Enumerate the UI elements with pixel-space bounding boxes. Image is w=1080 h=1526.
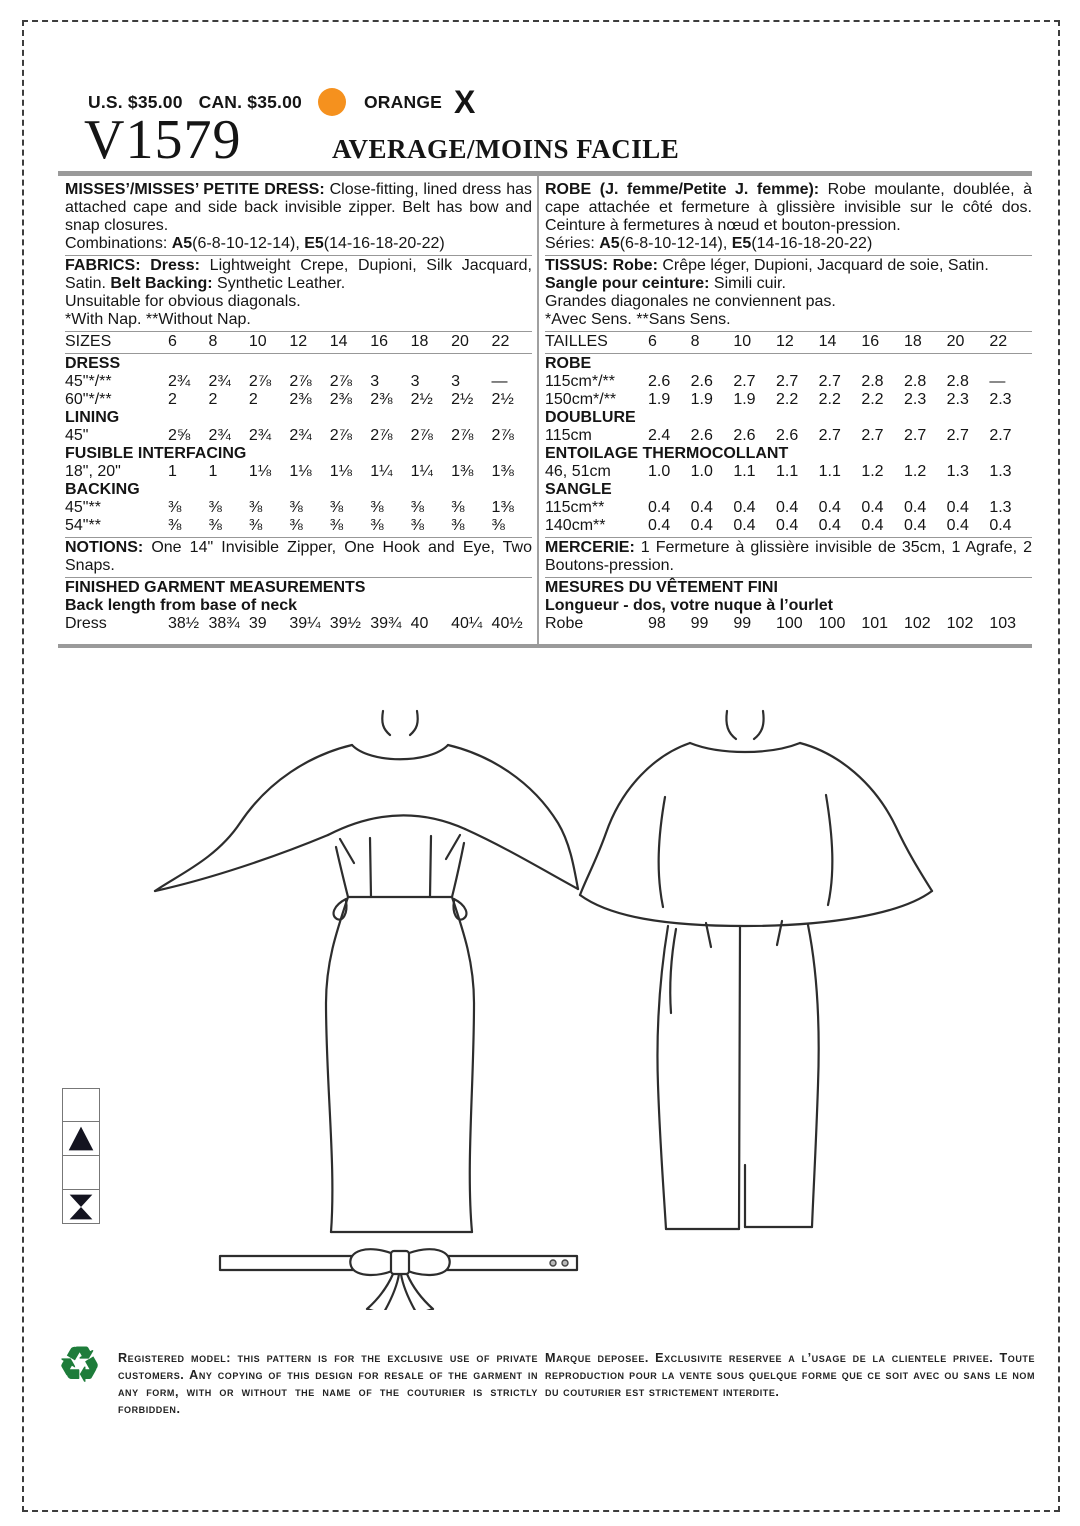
symbol-box-empty (62, 1156, 100, 1190)
tissus-paragraph (545, 257, 1032, 275)
finished-measurements-subtitle-fr: Longueur - dos, votre nuque à l’ourlet (545, 597, 834, 614)
combinations-line (65, 235, 532, 253)
table-cell: 40¼ (451, 615, 483, 632)
unsuitable-note-fr: Grandes diagonales ne conviennent pas. (545, 293, 836, 310)
combo-a: A5 (171, 235, 193, 252)
row-label: 140cm** (545, 517, 606, 534)
table-cell: 0.4 (648, 517, 671, 534)
table-cell: 2.7 (946, 427, 969, 444)
table-cell: 2.2 (776, 391, 799, 408)
table-cell: 99 (733, 615, 752, 632)
table-cell: 2¾ (289, 427, 312, 444)
combo-a: A5 (599, 235, 620, 252)
table-cell: 0.4 (946, 517, 969, 534)
legal-text-english: Registered model: this pattern is for the exclusive use of private customers. Any copying of this design for resale of the garment in any form, with or without the name of the couturier is strictly forbidden. (118, 1351, 538, 1416)
table-cell: 38¾ (208, 615, 240, 632)
table-cell: 16 (370, 333, 389, 350)
table-cell: 2⅞ (329, 427, 353, 444)
table-cell: 2½ (491, 391, 514, 408)
dress-back-line-drawing (570, 695, 970, 1245)
table-cell: 2.8 (861, 373, 884, 390)
bodice-dart-left (340, 839, 354, 863)
row-label: 45"** (65, 499, 101, 516)
table-cell: 3 (451, 373, 461, 390)
row-label: 18", 20" (65, 463, 121, 480)
table-cell: 2.2 (861, 391, 884, 408)
table-cell: 2¾ (208, 373, 231, 390)
divider-bar-top (58, 171, 1032, 176)
table-cell: 39½ (329, 615, 361, 632)
bodice-side-right (452, 843, 464, 897)
table-cell: 2½ (410, 391, 433, 408)
table-row (545, 499, 1032, 517)
row-label: 150cm*/** (545, 391, 617, 408)
table-cell: 2⅝ (168, 427, 191, 444)
table-cell: ⅜ (370, 517, 384, 534)
table-cell: 1.3 (989, 463, 1012, 480)
table-cell: 1.0 (690, 463, 713, 480)
table-cell: 2⅜ (370, 391, 393, 408)
table-cell: 18 (904, 333, 922, 350)
table-cell: 0.4 (818, 517, 841, 534)
dress-front-line-drawing (140, 695, 590, 1315)
belt-backing-label: Belt Backing: (110, 275, 218, 292)
series-prefix: Séries: (545, 235, 600, 252)
column-divider (537, 176, 539, 644)
table-header-label: SIZES (65, 333, 112, 350)
table-cell: 10 (733, 333, 752, 350)
table-section-label: FUSIBLE INTERFACING (65, 445, 247, 462)
table-cell: — (491, 373, 508, 390)
table-cell: ⅜ (168, 517, 182, 534)
orange-color-dot-icon (318, 88, 346, 116)
finished-measurements-title-fr: MESURES DU VÊTEMENT FINI (545, 579, 778, 596)
table-row (545, 615, 1032, 633)
triangle-symbol-icon (62, 1122, 100, 1156)
table-cell: 2.7 (904, 427, 927, 444)
cape-back-hem (580, 891, 932, 926)
price-us: U.S. $35.00 (88, 91, 183, 112)
table-cell: 101 (861, 615, 889, 632)
table-cell: 2.8 (946, 373, 969, 390)
table-cell: 2.7 (818, 373, 841, 390)
table-cell: 98 (648, 615, 666, 632)
table-cell: 39¾ (370, 615, 402, 632)
center-back-seam (739, 927, 740, 1229)
table-cell: 1.0 (648, 463, 671, 480)
finished-measurements-title: FINISHED GARMENT MEASUREMENTS (65, 579, 366, 596)
table-row (65, 615, 532, 633)
row-label: 54"** (65, 517, 101, 534)
table-cell: 2⅜ (329, 391, 353, 408)
section-rule (545, 331, 1032, 332)
figure-type-symbol-strip (62, 1088, 100, 1224)
fabrics-lead: FABRICS: Dress: (65, 257, 210, 274)
table-row (65, 427, 532, 445)
table-cell: 0.4 (690, 517, 713, 534)
table-cell: 2.6 (648, 373, 671, 390)
table-cell: 1⅜ (491, 499, 514, 516)
table-cell: 8 (690, 333, 700, 350)
table-cell: 0.4 (648, 499, 671, 516)
table-cell: 6 (168, 333, 177, 350)
table-cell: 0.4 (861, 517, 884, 534)
back-neckline (690, 743, 800, 752)
belt-snap-1 (550, 1260, 556, 1266)
table-section-label: DRESS (65, 355, 121, 372)
table-cell: 1⅛ (329, 463, 353, 480)
table-row (545, 427, 1032, 445)
table-cell: 40½ (491, 615, 523, 632)
table-row (65, 391, 532, 409)
bow-tail-left (367, 1274, 399, 1310)
table-section-label: ROBE (545, 355, 592, 372)
table-cell: 0.4 (904, 499, 927, 516)
table-header-label: TAILLES (545, 333, 608, 350)
table-cell: 2.7 (989, 427, 1012, 444)
table-cell: 2⅞ (329, 373, 353, 390)
section-rule (545, 577, 1032, 578)
table-row (65, 373, 532, 391)
pattern-number: V1579 (84, 109, 242, 171)
table-cell: 2.6 (690, 427, 713, 444)
table-cell: 12 (776, 333, 794, 350)
notions-label: NOTIONS: (65, 539, 152, 556)
table-row (545, 391, 1032, 409)
table-cell: 2⅞ (370, 427, 393, 444)
table-cell: 99 (690, 615, 709, 632)
table-cell: ⅜ (168, 499, 182, 516)
neck-left-line (726, 711, 736, 739)
table-cell: 2.7 (818, 427, 841, 444)
table-cell: 12 (289, 333, 308, 350)
table-cell: 14 (818, 333, 837, 350)
table-cell: 1.3 (989, 499, 1012, 516)
table-row (545, 373, 1032, 391)
cape-hem-right (465, 829, 578, 889)
english-column (65, 181, 532, 633)
table-cell: 2 (168, 391, 177, 408)
cape-fold-left (659, 797, 665, 907)
notions-list: One 14" Invisible Zipper, One Hook and Eye, Two Snaps. (65, 539, 532, 574)
table-cell: 2.2 (818, 391, 841, 408)
description-lead: ROBE (J. femme/Petite J. femme): (545, 181, 820, 198)
table-cell: ⅜ (410, 517, 424, 534)
bodice-dart-right (446, 835, 460, 859)
garment-description (65, 181, 532, 235)
color-code: X (454, 84, 476, 120)
table-cell: 2.7 (861, 427, 884, 444)
table-cell: 2⅞ (410, 427, 433, 444)
table-cell: ⅜ (289, 517, 303, 534)
table-cell: 1.1 (733, 463, 756, 480)
table-cell: 22 (989, 333, 1008, 350)
skirt-left-edge (326, 897, 348, 1232)
price-can: CAN. $35.00 (198, 91, 302, 112)
table-cell: 18 (410, 333, 429, 350)
section-rule (545, 537, 1032, 538)
combo-e: E5 (731, 235, 752, 252)
table-section-label: LINING (65, 409, 120, 426)
row-label: 60"*/** (65, 391, 112, 408)
table-cell: 3 (410, 373, 420, 390)
fabrics-list: Lightweight Crepe, Dupioni, Silk Jacquard, Satin. (65, 257, 533, 292)
garment-description-fr (545, 181, 1032, 235)
table-cell: 2.6 (690, 373, 713, 390)
cape-hem-left (155, 835, 328, 891)
table-cell: ⅜ (491, 517, 505, 534)
table-cell: 20 (451, 333, 469, 350)
table-cell: — (989, 373, 1006, 390)
table-row (65, 499, 532, 517)
princess-seam-right (430, 836, 431, 897)
table-cell: 2¾ (248, 427, 272, 444)
table-cell: 14 (329, 333, 348, 350)
table-cell: 0.4 (733, 517, 756, 534)
table-cell: ⅜ (451, 517, 465, 534)
nap-note-fr: *Avec Sens. **Sans Sens. (545, 311, 731, 328)
table-cell: 10 (248, 333, 267, 350)
belt-snap-2 (562, 1260, 568, 1266)
table-cell: 1.1 (776, 463, 799, 480)
section-rule (545, 255, 1032, 256)
table-cell: 2.3 (989, 391, 1012, 408)
section-rule (65, 537, 532, 538)
mercerie-list: 1 Fermeture à glissière invisible de 35cm, 1 Agrafe, 2 Boutons-pression. (545, 539, 1032, 574)
sangle-line (545, 275, 1032, 293)
table-cell: ⅜ (410, 499, 424, 516)
nap-note: *With Nap. **Without Nap. (65, 311, 251, 328)
table-cell: 1.9 (690, 391, 713, 408)
table-cell: 3 (370, 373, 380, 390)
table-cell: 100 (818, 615, 846, 632)
row-label: Robe (545, 615, 584, 632)
table-cell: 0.4 (733, 499, 756, 516)
combo-a-sizes: (6-8-10-12-14), (619, 235, 732, 252)
bow-loop-right (404, 1249, 450, 1275)
cape-outer-right (800, 743, 932, 891)
recycle-icon: ♻ (58, 1339, 102, 1392)
table-cell: 1.9 (648, 391, 671, 408)
divider-bar-bottom (58, 644, 1032, 648)
table-cell: 2.6 (776, 427, 799, 444)
table-cell: 100 (776, 615, 803, 632)
notions-paragraph (65, 539, 532, 575)
combo-e-sizes: (14-16-18-20-22) (323, 235, 445, 252)
bow-knot (391, 1251, 409, 1274)
table-cell: 2.3 (946, 391, 969, 408)
table-cell: 0.4 (776, 499, 799, 516)
table-cell: 2½ (451, 391, 474, 408)
legal-text-french: Marque deposee. Exclusivite reservee a l’usage de la clientele privee. Toute reproduction pour la vente sous quelque forme que ce soit avec ou sans le nom du couturier est strictement interdite. (545, 1351, 1035, 1399)
section-rule (65, 255, 532, 256)
table-cell: 2⅞ (289, 373, 312, 390)
french-column (545, 181, 1032, 633)
back-dart-left (706, 923, 711, 947)
bow-tail-right (401, 1274, 433, 1310)
table-cell: 2⅞ (451, 427, 474, 444)
table-cell: 1¼ (370, 463, 393, 480)
neck-right-line (410, 711, 418, 735)
table-cell: ⅜ (289, 499, 303, 516)
cape-outer-right (448, 745, 578, 889)
table-cell: 1.9 (733, 391, 756, 408)
difficulty-rating: AVERAGE/MOINS FACILE (332, 134, 680, 164)
skirt-right-edge (452, 897, 474, 1232)
table-cell: 38½ (168, 615, 200, 632)
table-cell: 2.3 (904, 391, 927, 408)
table-cell: 1 (208, 463, 218, 480)
neck-right-line (754, 711, 764, 739)
mercerie-label: MERCERIE: (545, 539, 641, 556)
table-cell: ⅜ (248, 499, 263, 516)
table-cell: 1⅜ (451, 463, 474, 480)
skirt-drape-line (670, 929, 676, 1013)
section-rule (65, 353, 532, 354)
combo-e-sizes: (14-16-18-20-22) (751, 235, 873, 252)
table-cell: 0.4 (904, 517, 927, 534)
table-cell: 22 (491, 333, 510, 350)
table-cell: 2.7 (733, 373, 756, 390)
cape-outer-left (580, 743, 690, 895)
table-row (65, 517, 532, 535)
combo-e: E5 (304, 235, 324, 252)
table-section-label: ENTOILAGE THERMOCOLLANT (545, 445, 789, 462)
table-section-label: SANGLE (545, 481, 612, 498)
description-body: Robe moulante, doublée, à cape attachée et fermeture à glissière invisible sur le côté dos. Ceinture à fermetures à nœud et bouton-pression. (545, 181, 1032, 234)
table-header-row (545, 333, 1032, 351)
row-label: 46, 51cm (545, 463, 611, 480)
table-cell: ⅜ (329, 499, 344, 516)
hourglass-symbol-icon (62, 1190, 100, 1224)
table-cell: 2.7 (776, 373, 799, 390)
table-cell: 2⅞ (248, 373, 272, 390)
table-section-label: DOUBLURE (545, 409, 636, 426)
table-cell: 0.4 (690, 499, 713, 516)
row-label: 115cm*/** (545, 373, 615, 390)
table-cell: 1 (168, 463, 177, 480)
series-line (545, 235, 1032, 253)
belt-backing-value: Synthetic Leather. (217, 275, 346, 292)
bodice-side-left (336, 847, 348, 897)
table-cell: 2¾ (168, 373, 191, 390)
table-cell: 0.4 (776, 517, 799, 534)
table-cell: 2.4 (648, 427, 671, 444)
sangle-value: Simili cuir. (713, 275, 786, 292)
table-row (545, 463, 1032, 481)
symbol-box-empty (62, 1088, 100, 1122)
sangle-label: Sangle pour ceinture: (545, 275, 714, 292)
skirt-left-edge (657, 926, 668, 1229)
section-rule (65, 331, 532, 332)
unsuitable-note: Unsuitable for obvious diagonals. (65, 293, 301, 310)
bow-loop-left (350, 1249, 396, 1275)
table-cell: 6 (648, 333, 657, 350)
description-body: Close-fitting, lined dress has attached cape and side back invisible zipper. Belt has bow and snap closures. (65, 181, 532, 234)
table-cell: 0.4 (989, 517, 1012, 534)
table-cell: 1.1 (818, 463, 841, 480)
table-cell: 40 (410, 615, 429, 632)
row-label: Dress (65, 615, 107, 632)
row-label: 45"*/** (65, 373, 112, 390)
tissus-lead: TISSUS: Robe: (545, 257, 663, 274)
table-cell: ⅜ (329, 517, 344, 534)
table-cell: 1⅛ (289, 463, 312, 480)
color-name: ORANGE (364, 91, 443, 112)
row-label: 115cm (545, 427, 592, 444)
table-cell: 102 (946, 615, 974, 632)
table-cell: ⅜ (208, 499, 222, 516)
table-cell: 39 (248, 615, 267, 632)
table-cell: ⅜ (248, 517, 263, 534)
section-rule (545, 353, 1032, 354)
cape-fold-right (826, 795, 832, 905)
table-cell: 1⅜ (491, 463, 514, 480)
table-row (545, 517, 1032, 535)
table-cell: 39¼ (289, 615, 321, 632)
neck-left-line (382, 711, 390, 735)
princess-seam-left (370, 838, 371, 897)
row-label: 45" (65, 427, 89, 444)
tissus-list: Crêpe léger, Dupioni, Jacquard de soie, Satin. (662, 257, 989, 274)
combinations-prefix: Combinations: (65, 235, 172, 252)
row-label: 115cm** (545, 499, 605, 516)
table-cell: 0.4 (818, 499, 841, 516)
table-cell: 1.2 (904, 463, 927, 480)
table-cell: 8 (208, 333, 218, 350)
table-cell: 2.8 (904, 373, 927, 390)
section-rule (65, 577, 532, 578)
table-cell: 2 (208, 391, 218, 408)
table-cell: 1.3 (946, 463, 969, 480)
table-cell: 103 (989, 615, 1017, 632)
skirt-right-edge (808, 925, 819, 1227)
table-cell: 0.4 (946, 499, 969, 516)
table-cell: ⅜ (370, 499, 384, 516)
table-cell: 1¼ (410, 463, 433, 480)
cape-hem-center (328, 815, 465, 835)
fabrics-paragraph (65, 257, 532, 293)
table-cell: 2⅞ (491, 427, 514, 444)
table-header-row (65, 333, 532, 351)
combo-a-sizes: (6-8-10-12-14), (192, 235, 305, 252)
finished-measurements-subtitle: Back length from base of neck (65, 597, 298, 614)
table-cell: 16 (861, 333, 880, 350)
mercerie-paragraph (545, 539, 1032, 575)
table-cell: 20 (946, 333, 965, 350)
table-cell: 1.2 (861, 463, 884, 480)
description-lead: MISSES’/MISSES’ PETITE DRESS: (65, 181, 325, 198)
table-cell: 2.6 (733, 427, 756, 444)
table-row (65, 463, 532, 481)
table-cell: ⅜ (208, 517, 222, 534)
table-cell: 102 (904, 615, 931, 632)
table-cell: 1⅛ (248, 463, 272, 480)
table-cell: 2 (248, 391, 258, 408)
table-section-label: BACKING (65, 481, 140, 498)
table-cell: ⅜ (451, 499, 465, 516)
cape-outer-left (155, 745, 352, 891)
table-cell: 2⅜ (289, 391, 312, 408)
table-cell: 2¾ (208, 427, 231, 444)
front-neckline (352, 745, 448, 759)
table-cell: 0.4 (861, 499, 884, 516)
